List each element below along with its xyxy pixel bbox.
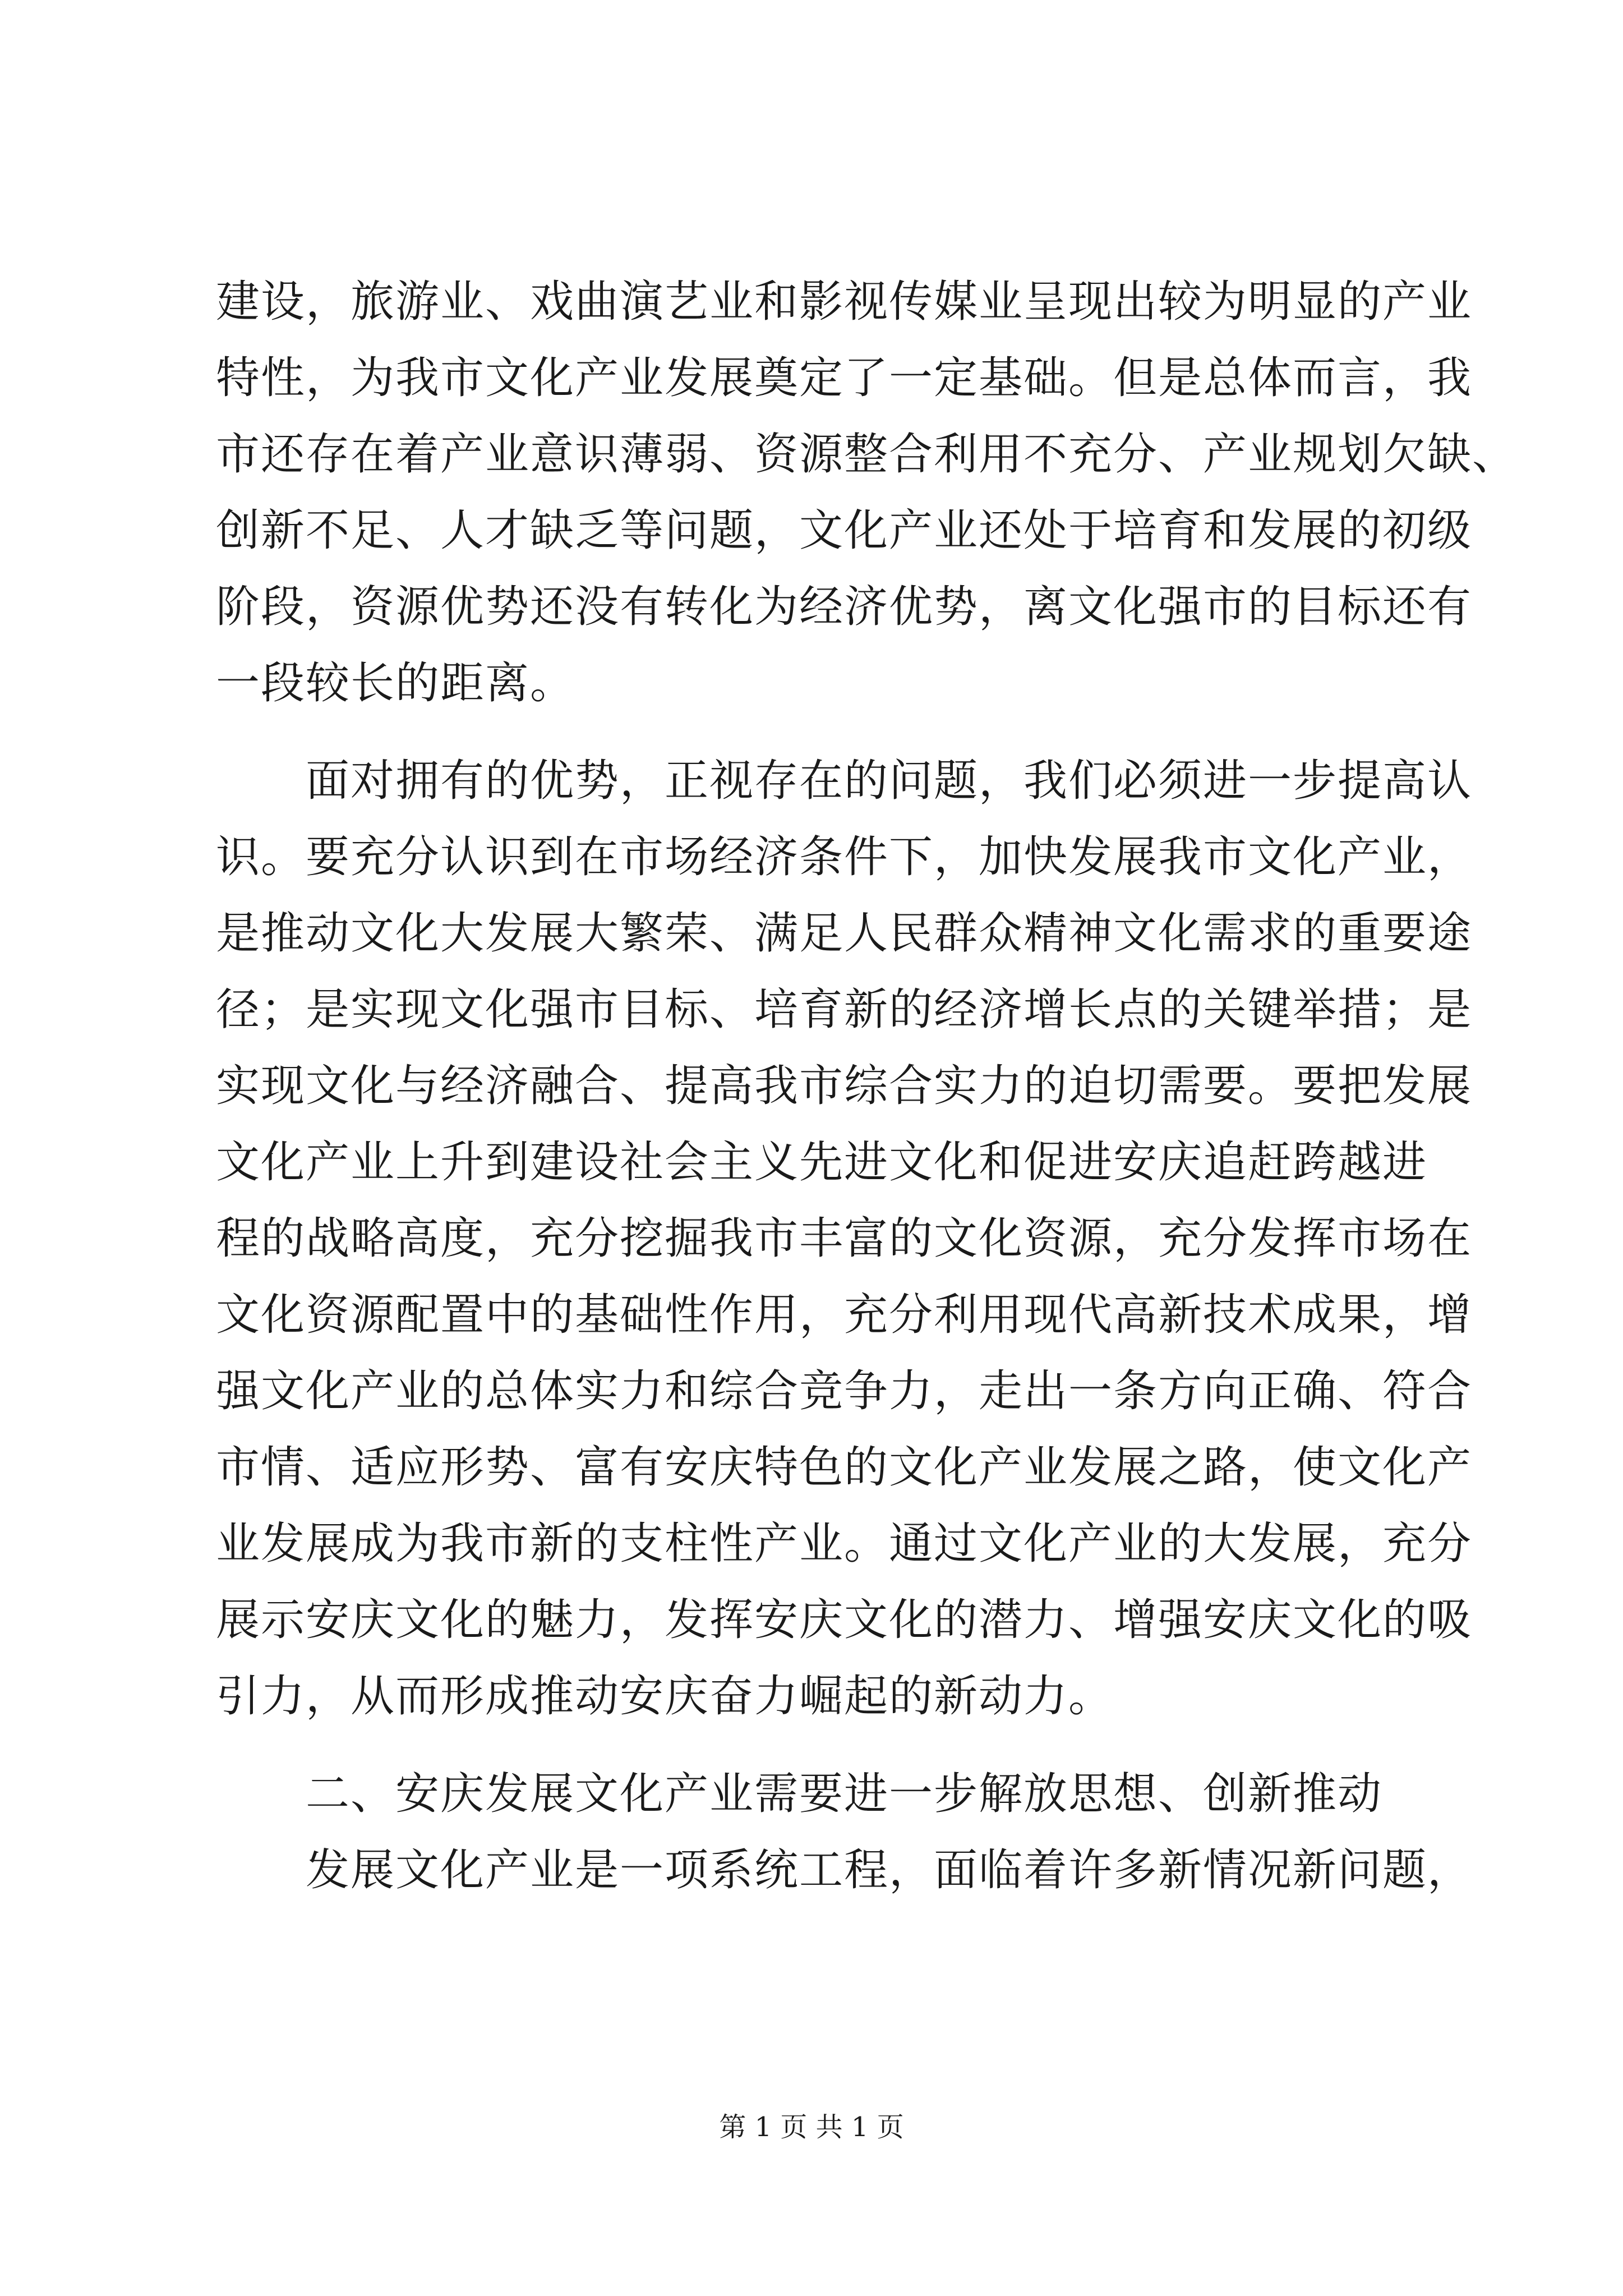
- body-text: [216, 264, 1518, 1908]
- paragraph-line: 特性，为我市文化产业发展奠定了一定基础。但是总体而言，我: [216, 353, 1473, 403]
- paragraph-line: 强文化产业的总体实力和综合竞争力，走出一条方向正确、符合: [216, 1366, 1473, 1416]
- paragraph-line: 径；是实现文化强市目标、培育新的经济增长点的关键举措；是: [216, 984, 1473, 1035]
- paragraph-line: 创新不足、人才缺乏等问题，文化产业还处于培育和发展的初级: [216, 505, 1473, 556]
- paragraph-line: 程的战略高度，充分挖掘我市丰富的文化资源，充分发挥市场在: [216, 1213, 1473, 1264]
- section-heading: 二、安庆发展文化产业需要进一步解放思想、创新推动: [306, 1769, 1383, 1819]
- paragraph-line: 引力，从而形成推动安庆奋力崛起的新动力。: [216, 1671, 1114, 1722]
- paragraph-line: 实现文化与经济融合、提高我市综合实力的迫切需要。要把发展: [216, 1061, 1473, 1111]
- page-footer: 第 1 页 共 1 页: [719, 2111, 904, 2143]
- paragraph-line: 阶段，资源优势还没有转化为经济优势，离文化强市的目标还有: [216, 582, 1473, 632]
- paragraph-line: 识。要充分认识到在市场经济条件下，加快发展我市文化产业，: [216, 832, 1473, 882]
- paragraph-line: 业发展成为我市新的支柱性产业。通过文化产业的大发展，充分: [216, 1519, 1473, 1569]
- paragraph-line: 市情、适应形势、富有安庆特色的文化产业发展之路，使文化产: [216, 1442, 1473, 1493]
- paragraph-line: 文化资源配置中的基础性作用，充分利用现代高新技术成果，增: [216, 1290, 1473, 1340]
- paragraph-line: 发展文化产业是一项系统工程，面临着许多新情况新问题，: [306, 1845, 1473, 1895]
- paragraph-line: 市还存在着产业意识薄弱、资源整合利用不充分、产业规划欠缺、: [216, 429, 1518, 480]
- paragraph-line: 是推动文化大发展大繁荣、满足人民群众精神文化需求的重要途: [216, 908, 1473, 959]
- paragraph-line: 文化产业上升到建设社会主义先进文化和促进安庆追赶跨越进: [216, 1137, 1428, 1188]
- paragraph-line: 面对拥有的优势，正视存在的问题，我们必须进一步提高认: [306, 756, 1473, 806]
- paragraph-line: 一段较长的距离。: [216, 658, 575, 708]
- paragraph-line: 展示安庆文化的魅力，发挥安庆文化的潜力、增强安庆文化的吸: [216, 1595, 1473, 1645]
- paragraph-line: 建设，旅游业、戏曲演艺业和影视传媒业呈现出较为明显的产业: [216, 277, 1473, 327]
